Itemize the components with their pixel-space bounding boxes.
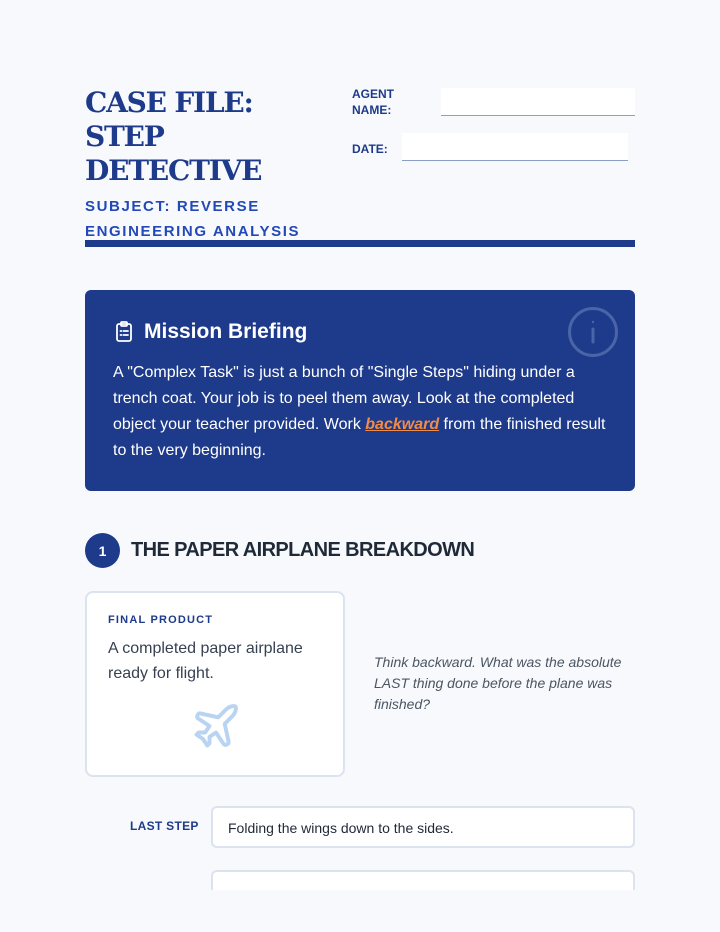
info-icon	[567, 306, 619, 358]
clipboard-icon	[114, 321, 134, 343]
last-step-value: Folding the wings down to the sides.	[228, 820, 454, 836]
final-product-card	[85, 591, 345, 777]
page-bottom-margin	[0, 890, 720, 932]
hint-text: Think backward. What was the absolute LAST thing done before the plane was finished?	[374, 654, 622, 712]
airplane-icon	[190, 700, 242, 752]
briefing-text: A "Complex Task" is just a bunch of "Single Steps" hiding under a trench coat. Your job is to peel them away. Look at the completed object your teacher provided. Work backward from the finished result to the very beginning.	[113, 364, 606, 459]
mission-briefing-panel	[85, 290, 635, 491]
briefing-title: Mission Briefing	[144, 320, 308, 343]
header-divider	[85, 240, 635, 247]
section-heading	[85, 533, 474, 568]
last-step-field[interactable]	[211, 806, 635, 848]
last-step-label: LAST STEP	[130, 819, 199, 833]
section-number-badge: 1	[85, 533, 120, 568]
card-description: A completed paper airplane ready for flight.	[108, 640, 303, 682]
page-title: CASE FILE: STEP DETECTIVE	[85, 86, 262, 187]
agent-name-input[interactable]	[441, 88, 635, 116]
date-label: DATE:	[352, 142, 388, 156]
card-label: FINAL PRODUCT	[108, 614, 214, 626]
section-title: THE PAPER AIRPLANE BREAKDOWN	[131, 539, 475, 561]
date-input[interactable]	[402, 133, 628, 161]
backward-emphasis: backward	[365, 416, 440, 433]
briefing-heading	[114, 319, 307, 345]
agent-name-label: AGENT NAME:	[352, 87, 394, 117]
page-subtitle: SUBJECT: REVERSE ENGINEERING ANALYSIS	[85, 198, 301, 240]
